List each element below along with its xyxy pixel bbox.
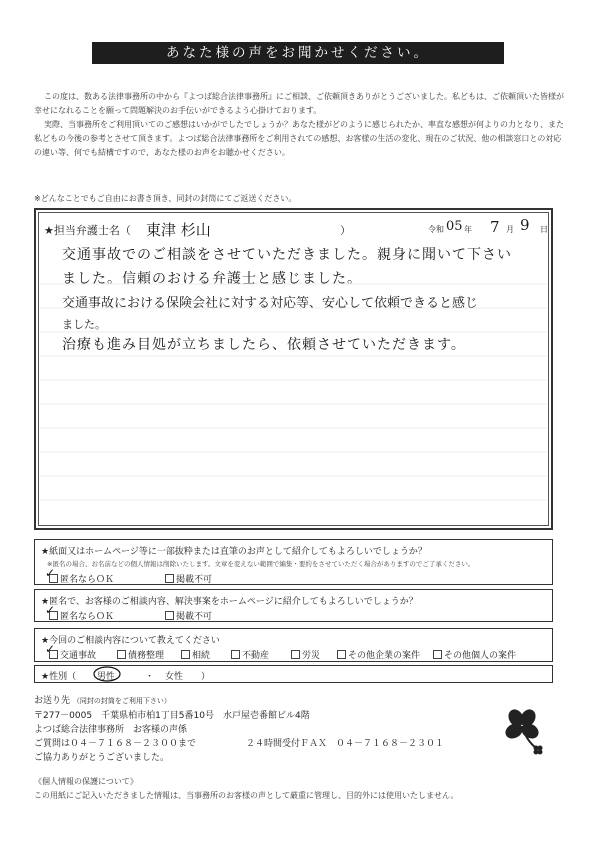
question-case-text: ★匿名で、お客様のご相談内容、解決事案をホームページに紹介してもよろしいでしょうか？ xyxy=(41,597,418,607)
gender-label: ★性別（ xyxy=(41,672,77,682)
option-not-allowed-1[interactable]: 掲載不可 xyxy=(165,572,212,585)
checkbox-icon[interactable] xyxy=(291,650,300,659)
gender-close-paren: ） xyxy=(201,672,211,682)
option-not-allowed-2[interactable]: 掲載不可 xyxy=(165,609,212,622)
checkbox-icon[interactable] xyxy=(165,574,174,583)
option-other-personal[interactable]: その他個人の案件 xyxy=(433,648,516,661)
date-month: 7 xyxy=(490,218,500,236)
question-category-section xyxy=(34,628,553,662)
intro-text xyxy=(34,90,566,160)
lawyer-name-value: 東津 杉山 xyxy=(146,221,211,239)
question-publish-note: ※匿名の場合、お名前などの個人情報は削除いたします。文章を変えない範囲で編集・要約をさせていただく場合がありますのでご了承ください。 xyxy=(47,560,475,568)
date-month-unit: 月 xyxy=(506,225,514,234)
option-debt[interactable]: 債務整理 xyxy=(117,648,164,661)
option-anonymous-ok-2[interactable]: 匿名ならＯＫ xyxy=(49,609,114,622)
lawyer-name-paren: ） xyxy=(340,224,351,237)
comment-line-3: 交通事故における保険会社に対する対応等、安心して依頼できると感じ xyxy=(62,296,479,311)
small-clover-icon xyxy=(532,744,544,756)
checkmark-icon: ✓ xyxy=(45,603,56,617)
comment-line-4: ました。 xyxy=(62,318,106,331)
thanks-text: ご協力ありがとうございました。 xyxy=(34,753,170,763)
office-name: よつば総合法律事務所 お客様の声係 xyxy=(34,725,188,735)
page-title: あなた様の声をお聞かせください。 xyxy=(92,42,504,64)
date-day: 9 xyxy=(520,216,530,234)
lawyer-name-label: ★担当弁護士名（ xyxy=(44,224,131,237)
checkbox-icon[interactable] xyxy=(337,650,346,659)
checkmark-icon: ✓ xyxy=(45,566,56,580)
gender-section xyxy=(34,665,553,683)
intro-paragraph-1: この度は、数ある法律事務所の中から『よつば総合法律事務所』にご相談、ご依頼頂きありがとうございました。私どもは、ご依頼頂いた皆様が幸せになれることを願って問題解決のお手伝いができるよう心掛けております。 xyxy=(34,92,564,115)
question-category-text: ★今回のご相談内容について教えてください xyxy=(41,636,220,646)
comment-line-2: ました。信頼のおける弁護士と感じました。 xyxy=(62,271,362,287)
send-address-label xyxy=(34,693,171,706)
privacy-text: この用紙にご記入いただきました情報は、当事務所のお客様の声として厳重に管理し、目的外には使用いたしません。 xyxy=(34,791,459,800)
gender-female-option[interactable]: 女性 xyxy=(165,672,184,682)
option-anonymous-ok-1[interactable]: 匿名ならＯＫ xyxy=(49,572,114,585)
date-era: 令和 xyxy=(428,225,444,234)
send-note: （同封の封筒をご利用下さい） xyxy=(72,697,171,705)
inquiry-phone: ご質問は０４－７１６８－２３００まで xyxy=(34,739,197,749)
comment-line-1: 交通事故でのご相談をさせていただきました。親身に聞いて下さい xyxy=(62,247,512,263)
date-year-unit: 年 xyxy=(464,225,472,234)
ruled-lines xyxy=(40,260,547,520)
free-writing-note: ※どんなことでもご自由にお書き頂き、同封の封筒にてご返送ください。 xyxy=(34,194,297,203)
checkbox-icon[interactable] xyxy=(433,650,442,659)
comment-line-5: 治療も進み目処が立ちましたら、依頼させていただきます。 xyxy=(62,337,466,353)
gender-separator: ・ xyxy=(145,672,155,682)
intro-paragraph-2: 実際、当事務所をご利用頂いてのご感想はいかがでしたでしょうか？あなた様がどのように感じられたか、率直な感想が何よりの力となり、また私どもの今後の参考とさせて頂きます。よつば総合法律事務所をご利用されての感想、お客様の生活の変化、現在のご状況、他の相談窓口との対応の違い等、何でも結構ですので、あなた様のお声をお聴かせください。 xyxy=(34,120,564,157)
fax-number: ２４時間受付ＦＡＸ ０４－７１６８－２３０１ xyxy=(246,739,445,749)
question-case-section xyxy=(34,589,553,622)
option-real-estate[interactable]: 不動産 xyxy=(231,648,269,661)
gender-male-option[interactable]: 男性 xyxy=(97,672,116,682)
checkmark-icon: ✓ xyxy=(45,642,56,656)
send-label: お送り先 xyxy=(34,696,71,706)
option-other-corporate[interactable]: その他企業の案件 xyxy=(337,648,420,661)
date-day-unit: 日 xyxy=(540,225,548,234)
checkbox-icon[interactable] xyxy=(117,650,126,659)
question-publish-text: ★紙面又はホームページ等に一部抜粋または直筆のお声として紹介してもよろしいでしょうか？ xyxy=(41,547,427,557)
checkbox-icon[interactable] xyxy=(165,611,174,620)
option-labor-accident[interactable]: 労災 xyxy=(291,648,320,661)
privacy-heading: 《個人情報の保護について》 xyxy=(34,777,138,786)
checkbox-icon[interactable] xyxy=(181,650,190,659)
postal-address: 〒277－0005 千葉県柏市柏1丁目5番10号 水戸屋壱番館ビル4階 xyxy=(34,711,310,721)
option-inheritance[interactable]: 相続 xyxy=(181,648,210,661)
date-year: 05 xyxy=(446,219,463,234)
checkbox-icon[interactable] xyxy=(231,650,240,659)
option-traffic-accident[interactable]: 交通事故 xyxy=(49,648,96,661)
question-publish-section xyxy=(34,539,553,585)
male-circle-mark xyxy=(92,666,122,682)
